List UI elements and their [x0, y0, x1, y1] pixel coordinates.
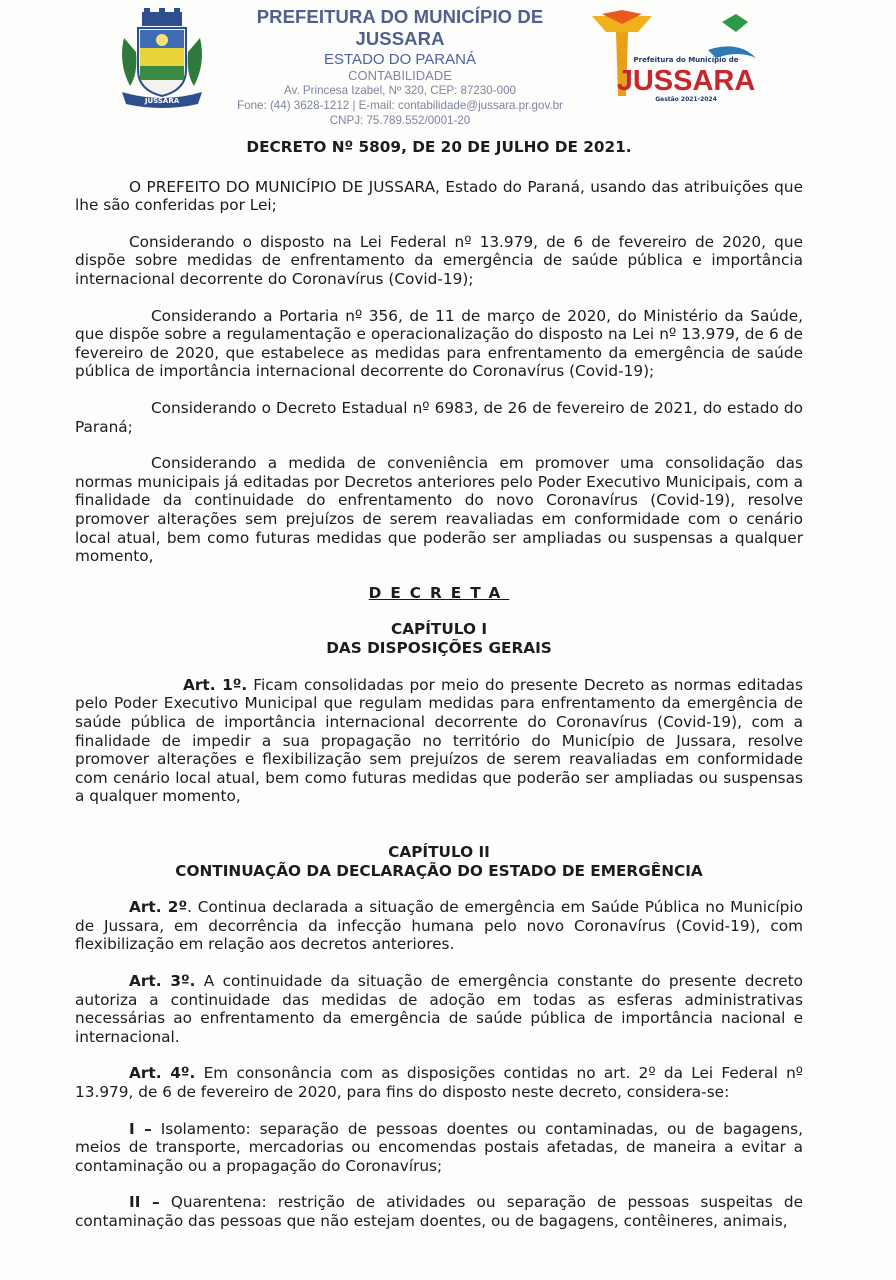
- whereas-paragraph-3: Considerando o Decreto Estadual nº 6983, de 26 de fevereiro de 2021, do estado do Paraná;: [75, 398, 803, 436]
- chapter-2-title: CONTINUAÇÃO DA DECLARAÇÃO DO ESTADO DE EMERGÊNCIA: [175, 861, 703, 880]
- decree-document: [75, 138, 803, 1231]
- article-4-label: Art. 4º.: [129, 1064, 196, 1083]
- decree-title: DECRETO Nº 5809, DE 20 DE JULHO DE 2021.: [246, 138, 632, 156]
- logo-wordmark: JUSSARA: [616, 65, 756, 97]
- article-2-text: . Continua declarada a situação de emergência em Saúde Pública no Município de Jussara, em decorrência da infecção humana pelo novo Coronavírus (Covid-19), com flexibilização em relação aos decretos anteriores.: [75, 898, 803, 954]
- contact-line: Fone: (44) 3628-1212 | E-mail: contabilidade@jussara.pr.gov.br: [237, 99, 563, 112]
- letterhead: [0, 0, 896, 127]
- state-name: ESTADO DO PARANÁ: [324, 51, 476, 68]
- article-4-text: Em consonância com as disposições contidas no art. 2º da Lei Federal nº 13.979, de 6 de fevereiro de 2020, para fins do disposto neste decreto, considera-se:: [75, 1064, 803, 1101]
- whereas-paragraph-2: Considerando a Portaria nº 356, de 11 de março de 2020, do Ministério da Saúde, que dispõe sobre a regulamentação e operacionalização do disposto na Lei nº 13.979, de 6 de fevereiro de 2020, que estabelece as medidas para enfrentamento da emergência de saúde pública de importância internacional decorrente do Coronavírus (Covid-19);: [75, 306, 803, 381]
- cnpj-line: CNPJ: 75.789.552/0001-20: [329, 114, 471, 127]
- item-1-label: I –: [129, 1119, 152, 1138]
- article-2: [75, 898, 803, 954]
- logo-term: Gestão 2021-2024: [655, 96, 717, 103]
- item-1-text: Isolamento: separação de pessoas doentes ou contaminadas, ou de bagagens, meios de transporte, mercadorias ou encomendas postais afetadas, de maneira a evitar a contaminação ou a propagação do Coronavírus;: [75, 1119, 803, 1175]
- administration-logo: [588, 10, 760, 106]
- whereas-paragraph-1: Considerando o disposto na Lei Federal nº 13.979, de 6 de fevereiro de 2020, que dispõe sobre medidas de enfrentamento da emergência de saúde pública e importância internacional decorrente do Coronavírus (Covid-19);: [75, 232, 803, 288]
- item-2-text: Quarentena: restrição de atividades ou separação de pessoas suspeitas de contaminação das pessoas que não estejam doentes, ou de bagagens, contêineres, animais,: [75, 1193, 804, 1230]
- whereas-paragraph-4: Considerando a medida de conveniência em promover uma consolidação das normas municipais já editadas por Decretos anteriores pelo Poder Executivo Municipais, com a finalidade da continuidade do enfrentamento do novo Coronavírus (Covid-19), resolve promover alterações sem prejuízos de serem reavaliadas em conformidade com o cenário local atual, bem como futuras medidas que poderão ser ampliadas ou suspensas a qualquer momento,: [75, 454, 803, 566]
- crest-banner-text: JUSSARA: [144, 97, 180, 105]
- article-4: [75, 1064, 803, 1101]
- municipality-title: PREFEITURA DO MUNICÍPIO DE JUSSARA: [256, 6, 544, 49]
- logo-caption: Prefeitura do Município de: [633, 56, 739, 64]
- article-1: [75, 676, 803, 806]
- article-3: [75, 972, 803, 1046]
- chapter-1-title: DAS DISPOSIÇÕES GERAIS: [326, 639, 552, 658]
- chapter-2-number: CAPÍTULO II: [388, 843, 490, 862]
- item-2-label: II –: [129, 1193, 160, 1212]
- article-1-label: Art. 1º.: [183, 675, 248, 694]
- item-1: [75, 1120, 803, 1176]
- intro-paragraph: O PREFEITO DO MUNICÍPIO DE JUSSARA, Estado do Paraná, usando das atribuições que lhe são conferidas por Lei;: [75, 177, 803, 215]
- article-2-label: Art. 2º: [129, 898, 188, 917]
- department-name: CONTABILIDADE: [348, 68, 452, 83]
- address-line: Av. Princesa Izabel, Nº 320, CEP: 87230-000: [284, 84, 516, 97]
- decreta-heading: [75, 584, 803, 603]
- municipal-crest-logo: [116, 8, 208, 108]
- article-1-text: Ficam consolidadas por meio do presente Decreto as normas editadas pelo Poder Executivo Municipal que regulam medidas para enfrentamento da emergência de saúde pública de importância internacional decorrente do Coronavírus (Covid-19), com a finalidade de impedir a sua propagação no território do Município de Jussara, resolve promover alterações e flexibilização sem prejuízos de serem reavaliadas em conformidade com cenário local atual, bem como futuras medidas que poderão ser ampliadas ou suspensas a qualquer momento,: [75, 675, 803, 806]
- article-3-label: Art. 3º.: [129, 972, 196, 990]
- chapter-1-number: CAPÍTULO I: [390, 620, 488, 639]
- decreta-text: DECRETA: [368, 583, 510, 602]
- article-3-text: A continuidade da situação de emergência constante do presente decreto autoriza a continuidade das medidas de adoção em todas as esferas administrativas necessárias ao enfrentamento da emergência de saúde pública de importância nacional e internacional.: [75, 972, 803, 1046]
- letterhead-text: [210, 6, 590, 128]
- item-2: [75, 1193, 803, 1230]
